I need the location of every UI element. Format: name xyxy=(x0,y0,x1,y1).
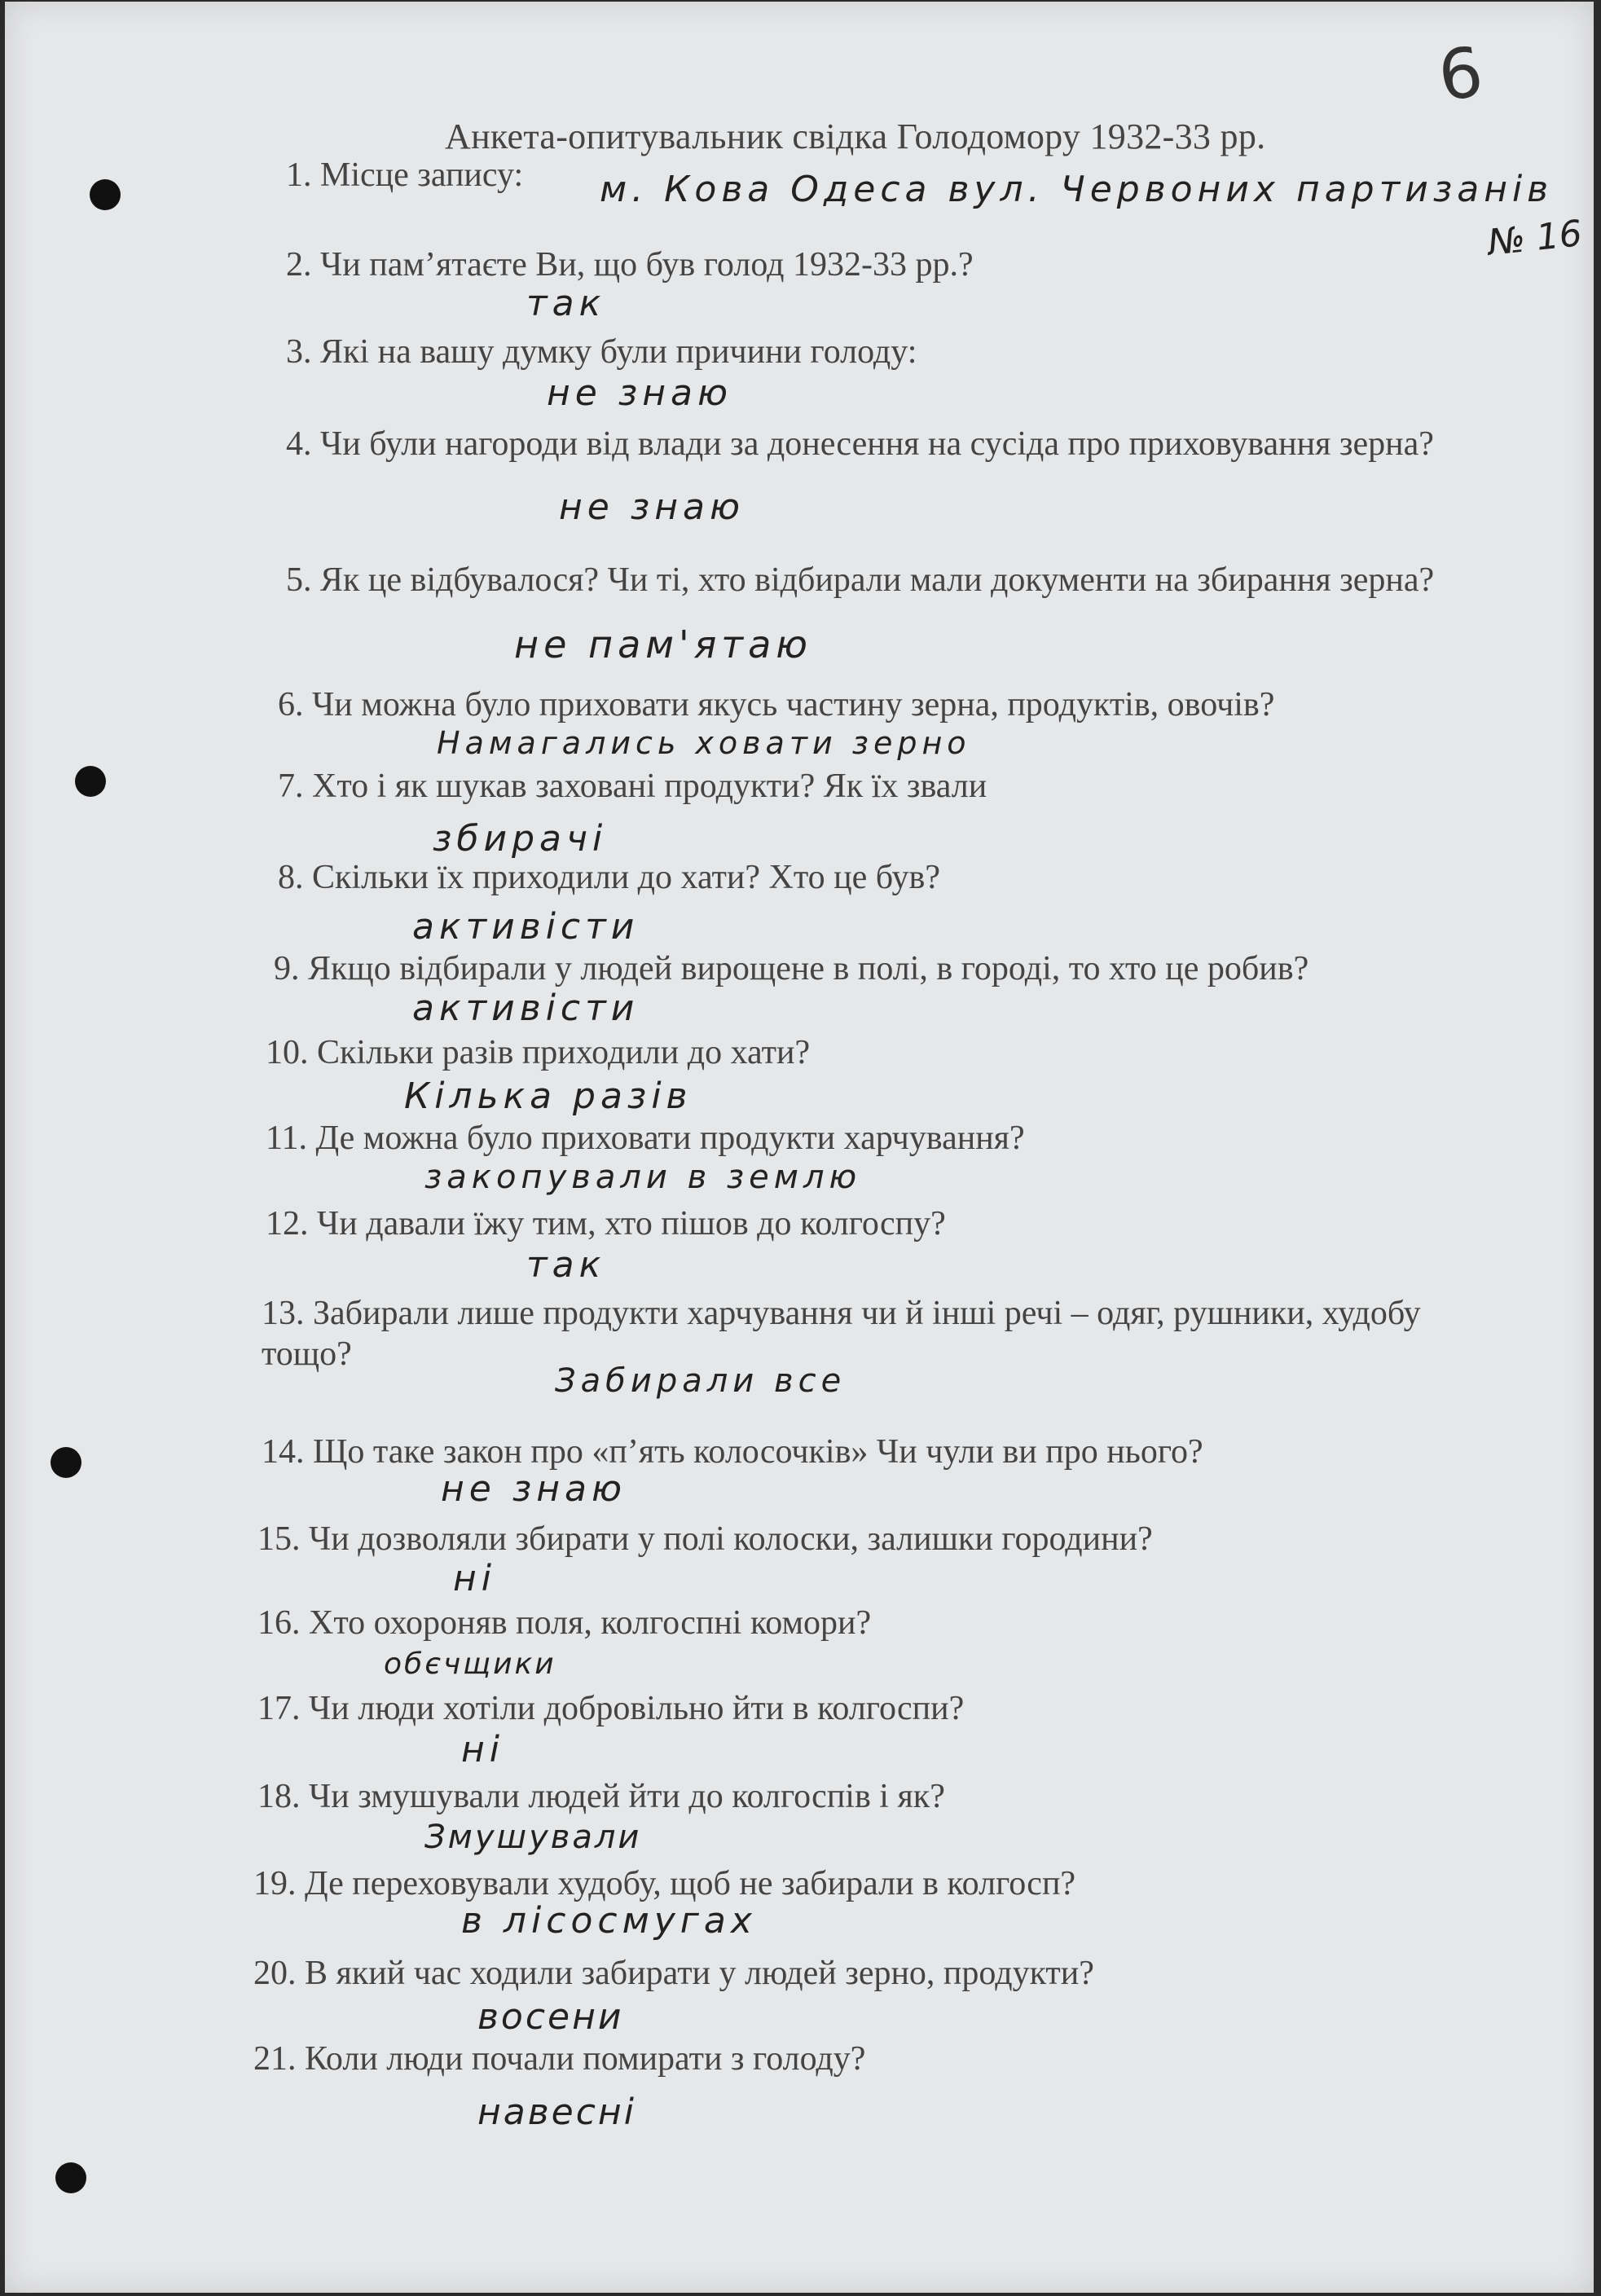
question-14 xyxy=(262,1432,1484,1472)
answer-14: не знаю xyxy=(441,1468,627,1510)
question-6 xyxy=(278,684,1500,725)
answer-20: восени xyxy=(477,1996,624,2038)
question-number: 7. xyxy=(278,768,304,805)
question-text: Де переховували худобу, щоб не забирали в колгосп? xyxy=(305,1865,1076,1902)
punch-hole xyxy=(55,2162,86,2193)
question-number: 15. xyxy=(257,1520,301,1558)
question-number: 21. xyxy=(253,2040,297,2078)
answer-16: обєчщики xyxy=(384,1647,556,1681)
question-text: В який час ходили забирати у людей зерно, продукти? xyxy=(305,1955,1094,1992)
question-text: Де можна було приховати продукти харчування? xyxy=(315,1119,1025,1157)
answer-21: навесні xyxy=(477,2091,636,2133)
question-number: 3. xyxy=(286,333,312,371)
question-18 xyxy=(257,1776,1439,1817)
question-text: Які на вашу думку були причини голоду: xyxy=(320,333,917,371)
question-text: Як це відбувалося? Чи ті, хто відбирали мали документи на збирання зерна? xyxy=(320,561,1435,599)
answer-4: не знаю xyxy=(559,486,745,528)
answer-9: активісти xyxy=(412,987,640,1029)
question-text: Скільки їх приходили до хати? Хто це був? xyxy=(312,859,941,896)
question-number: 10. xyxy=(266,1034,309,1071)
question-text: Що таке закон про «п’ять колосочків» Чи чули ви про нього? xyxy=(313,1433,1203,1471)
question-number: 14. xyxy=(262,1433,305,1471)
question-8 xyxy=(278,857,1459,898)
page-title: Анкета-опитувальник свідка Голодомору 1932-33 рр. xyxy=(445,117,1266,156)
question-number: 2. xyxy=(286,246,312,284)
question-text: Чи давали їжу тим, хто пішов до колгоспу? xyxy=(317,1205,946,1243)
question-text: Чи пам’ятаєте Ви, що був голод 1932-33 рр.? xyxy=(320,246,974,284)
question-3 xyxy=(286,332,1345,372)
questionnaire-sheet xyxy=(5,2,1594,2293)
page-number: 6 xyxy=(1433,31,1489,117)
question-number: 18. xyxy=(257,1778,301,1815)
answer-12: так xyxy=(526,1244,606,1286)
question-number: 1. xyxy=(286,156,312,194)
question-text: Коли люди почали помирати з голоду? xyxy=(305,2040,866,2078)
question-13 xyxy=(262,1293,1443,1375)
question-text: Хто і як шукав заховані продукти? Як їх звали xyxy=(312,768,987,805)
answer-1-number: № 16 xyxy=(1485,213,1585,264)
question-text: Чи були нагороди від влади за донесення на сусіда про приховування зерна? xyxy=(320,425,1434,463)
question-21 xyxy=(253,2039,1435,2079)
answer-11: закопували в землю xyxy=(424,1159,862,1196)
answer-15: ні xyxy=(453,1558,496,1599)
question-20 xyxy=(253,1953,1476,1994)
question-19 xyxy=(253,1863,1476,1904)
answer-13: Забирали все xyxy=(555,1362,847,1400)
question-number: 12. xyxy=(266,1205,309,1243)
question-5 xyxy=(286,560,1467,600)
answer-17: ні xyxy=(461,1729,504,1770)
question-text: Забирали лише продукти харчування чи й інші речі – одяг, рушники, худобу тощо? xyxy=(262,1295,1421,1373)
answer-3: не знаю xyxy=(547,372,732,414)
question-text: Чи люди хотіли добровільно йти в колгоспи? xyxy=(309,1690,965,1727)
answer-2: так xyxy=(526,283,606,324)
question-11 xyxy=(266,1118,1447,1159)
question-number: 13. xyxy=(262,1295,305,1332)
question-number: 19. xyxy=(253,1865,297,1902)
question-number: 9. xyxy=(274,950,300,987)
punch-hole xyxy=(75,766,106,797)
question-text: Чи змушували людей йти до колгоспів і як? xyxy=(309,1778,945,1815)
question-7 xyxy=(278,766,1459,807)
question-12 xyxy=(266,1203,1447,1244)
punch-hole xyxy=(90,179,121,210)
answer-6: Намагались ховати зерно xyxy=(437,725,971,761)
question-text: Чи дозволяли збирати у полі колоски, залишки городини? xyxy=(309,1520,1153,1558)
answer-10: Кілька разів xyxy=(404,1075,693,1117)
answer-18: Змушували xyxy=(424,1819,642,1856)
question-number: 4. xyxy=(286,425,312,463)
question-15 xyxy=(257,1519,1480,1559)
question-text: Хто охороняв поля, колгоспні комори? xyxy=(309,1604,872,1642)
question-number: 11. xyxy=(266,1119,307,1157)
answer-8: активісти xyxy=(412,906,640,948)
question-16 xyxy=(257,1603,1439,1643)
question-number: 5. xyxy=(286,561,312,599)
question-10 xyxy=(266,1032,1447,1073)
question-17 xyxy=(257,1688,1439,1729)
question-number: 6. xyxy=(278,686,304,724)
answer-5: не пам'ятаю xyxy=(514,622,812,666)
question-text: Якщо відбирали у людей вирощене в полі, в городі, то хто це робив? xyxy=(308,950,1309,987)
question-text: Чи можна було приховати якусь частину зерна, продуктів, овочів? xyxy=(312,686,1275,724)
question-2 xyxy=(286,244,1345,285)
answer-19: в лісосмугах xyxy=(461,1900,757,1942)
answer-1: м. Кова Одеса вул. Червоних партизанів xyxy=(600,169,1554,210)
question-text: Скільки разів приходили до хати? xyxy=(317,1034,811,1071)
question-number: 17. xyxy=(257,1690,301,1727)
question-number: 8. xyxy=(278,859,304,896)
question-text: Місце запису: xyxy=(320,156,524,194)
answer-7: збирачі xyxy=(433,818,608,860)
punch-hole xyxy=(51,1447,81,1478)
question-number: 20. xyxy=(253,1955,297,1992)
question-9 xyxy=(274,948,1496,989)
question-number: 16. xyxy=(257,1604,301,1642)
question-4 xyxy=(286,424,1467,464)
